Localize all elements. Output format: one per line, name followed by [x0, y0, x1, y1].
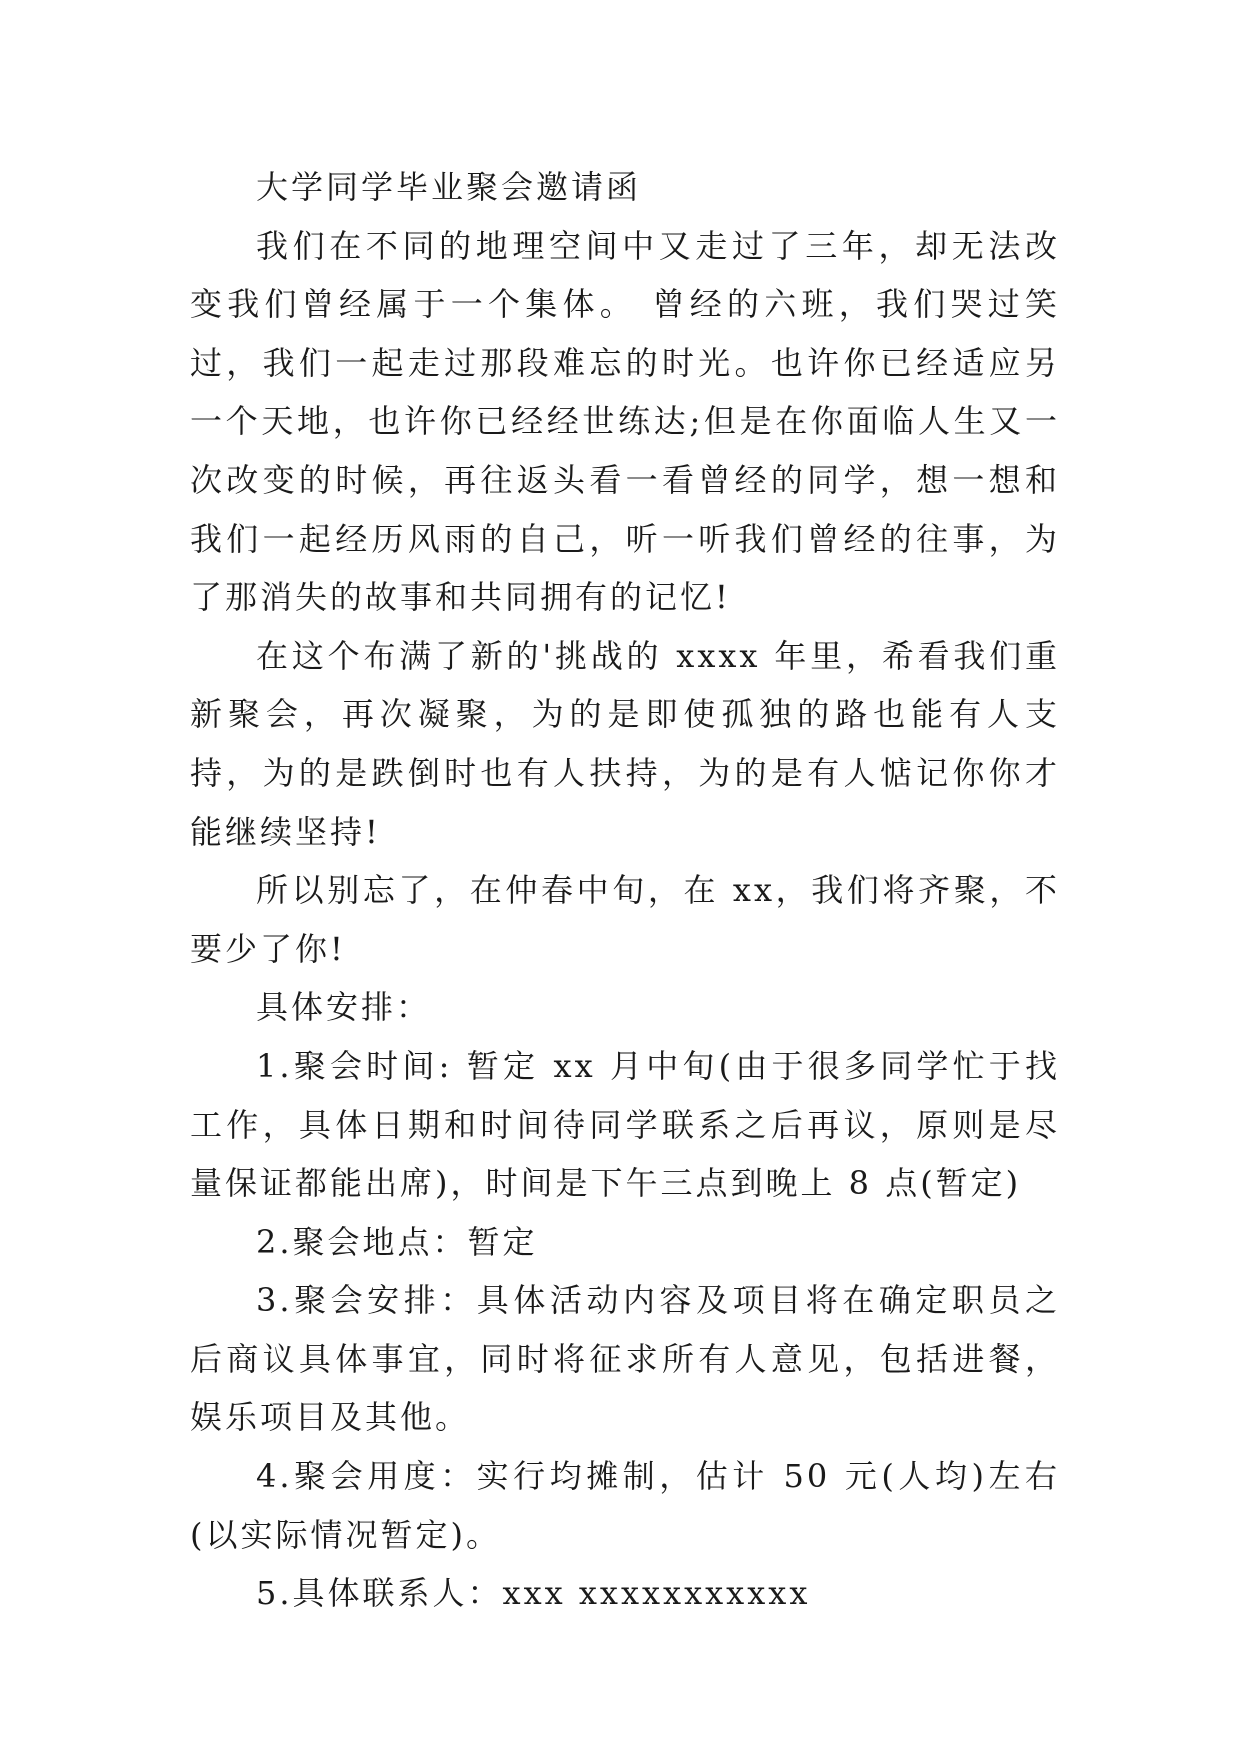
- arrangement-item-cost: 4.聚会用度：实行均摊制，估计 50 元(人均)左右(以实际情况暂定)。: [190, 1457, 1060, 1554]
- arrangement-item-location: 2.聚会地点：暂定: [256, 1222, 538, 1261]
- arrangement-item-schedule: 3.聚会安排：具体活动内容及项目将在确定职员之后商议具体事宜，同时将征求所有人意见，包括进餐，娱乐项目及其他。: [190, 1281, 1060, 1437]
- reminder-paragraph: 所以别忘了，在仲春中旬，在 xx，我们将齐聚，不要少了你!: [190, 871, 1060, 968]
- document-page: [190, 158, 1060, 1623]
- arrangement-heading: 具体安排：: [256, 988, 432, 1027]
- document-title: 大学同学毕业聚会邀请函: [256, 168, 642, 206]
- arrangement-item-contact: 5.具体联系人：xxx xxxxxxxxxxx: [256, 1574, 811, 1613]
- intro-paragraph: 我们在不同的地理空间中又走过了三年，却无法改变我们曾经属于一个集体。 曾经的六班，我们哭过笑过，我们一起走过那段难忘的时光。也许你已经适应另一个天地，也许你已经经世练达;但是在你面临人生又一次改变的时候，再往返头看一看曾经的同学，想一想和我们一起经历风雨的自己，听一听我们曾经的往事，为了那消失的故事和共同拥有的记忆!: [190, 226, 1060, 617]
- arrangement-item-time: 1.聚会时间: 暂定 xx 月中旬(由于很多同学忙于找工作，具体日期和时间待同学联系之后再议，原则是尽量保证都能出席)，时间是下午三点到晚上 8 点(暂定): [190, 1046, 1060, 1203]
- invitation-paragraph: 在这个布满了新的'挑战的 xxxx 年里，希看我们重新聚会，再次凝聚，为的是即使孤独的路也能有人支持，为的是跌倒时也有人扶持，为的是有人惦记你你才能继续坚持!: [190, 636, 1060, 851]
